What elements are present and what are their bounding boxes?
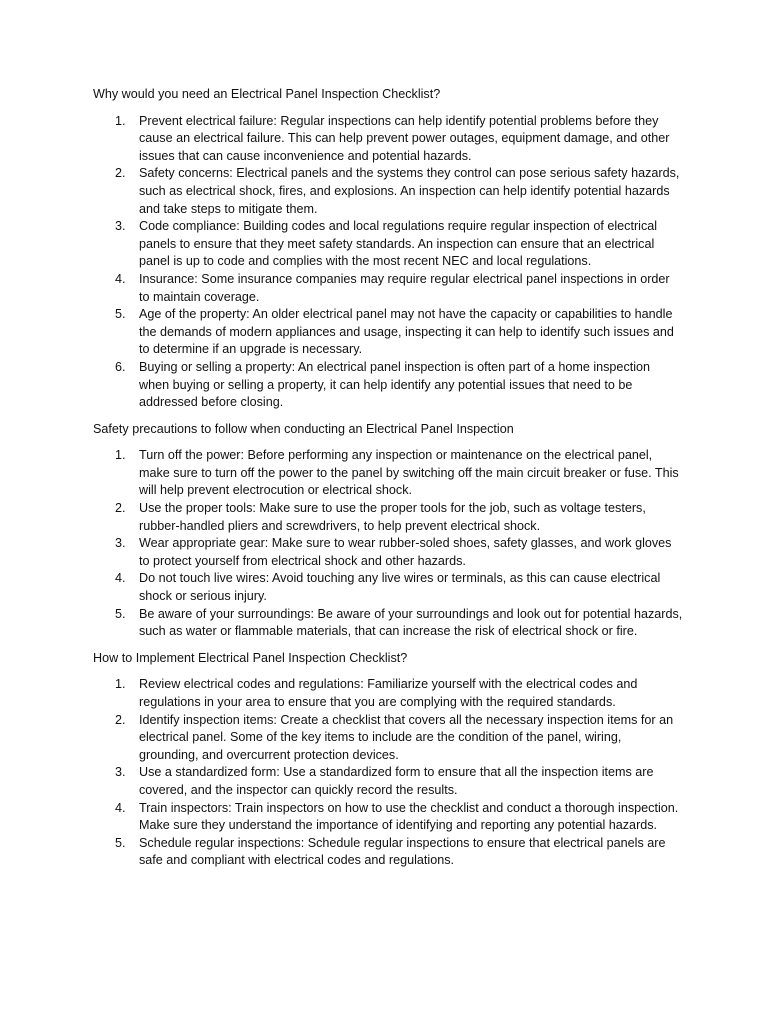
list-item <box>93 570 683 605</box>
numbered-list <box>93 676 683 870</box>
list-item <box>93 218 683 271</box>
section-safety-precautions <box>93 421 683 641</box>
item-text: Use a standardized form: Use a standardized form to ensure that all the inspection items are covered, and the inspector can quickly record the results. <box>139 765 654 797</box>
item-number: 1. <box>115 113 126 128</box>
numbered-list <box>93 447 683 641</box>
item-text: Insurance: Some insurance companies may require regular electrical panel inspections in order to maintain coverage. <box>139 271 670 304</box>
list-item <box>93 835 683 870</box>
item-number: 1. <box>115 677 126 692</box>
list-item <box>93 676 683 711</box>
item-text: Code compliance: Building codes and local regulations require regular inspection of electrical panels to ensure that they meet safety standards. An inspection can ensure that an electrical panel is up to code and complies with the most recent NEC and local regulations. <box>139 219 658 269</box>
item-text: Schedule regular inspections: Schedule regular inspections to ensure that electrical panels are safe and compliant with electrical codes and regulations. <box>139 835 666 868</box>
item-text: Be aware of your surroundings: Be aware of your surroundings and look out for potential hazards, such as water or flammable materials, that can increase the risk of electrical shock or fire. <box>139 606 683 639</box>
item-text: Use the proper tools: Make sure to use the proper tools for the job, such as voltage testers, rubber-handled pliers and screwdrivers, to help prevent electrical shock. <box>139 501 646 533</box>
numbered-list <box>93 113 683 412</box>
item-number: 3. <box>115 536 126 551</box>
item-text: Review electrical codes and regulations: Familiarize yourself with the electrical codes and regulations in your area to ensure that you are complying with the required standards. <box>139 677 638 709</box>
list-item <box>93 606 683 641</box>
item-number: 5. <box>115 606 126 621</box>
list-item <box>93 306 683 359</box>
document-page <box>93 86 683 879</box>
item-text: Wear appropriate gear: Make sure to wear rubber-soled shoes, safety glasses, and work gloves to protect yourself from electrical shock and other hazards. <box>139 536 672 568</box>
item-number: 3. <box>115 219 126 234</box>
list-item <box>93 271 683 306</box>
list-item <box>93 359 683 412</box>
list-item <box>93 447 683 500</box>
list-item <box>93 712 683 765</box>
item-number: 4. <box>115 800 126 815</box>
item-text: Turn off the power: Before performing any inspection or maintenance on the electrical panel, make sure to turn off the power to the panel by switching off the main circuit breaker or fuse. This will help prevent electrocution or electrical shock. <box>139 448 679 498</box>
section-heading: Why would you need an Electrical Panel Inspection Checklist? <box>93 87 441 101</box>
item-number: 6. <box>115 359 126 374</box>
item-number: 2. <box>115 166 126 181</box>
list-item <box>93 535 683 570</box>
item-text: Safety concerns: Electrical panels and the systems they control can pose serious safety hazards, such as electrical shock, fires, and explosions. An inspection can help identify potential hazards and take steps to mitigate them. <box>139 166 680 216</box>
item-number: 3. <box>115 765 126 780</box>
list-item <box>93 165 683 218</box>
item-text: Buying or selling a property: An electrical panel inspection is often part of a home inspection when buying or selling a property, it can help identify any potential issues that need to be addressed before closing. <box>139 359 651 410</box>
item-text: Do not touch live wires: Avoid touching any live wires or terminals, as this can cause electrical shock or serious injury. <box>139 571 661 604</box>
list-item <box>93 113 683 166</box>
item-text: Prevent electrical failure: Regular inspections can help identify potential problems before they cause an electrical failure. This can help prevent power outages, equipment damage, and other issues that can cause inconvenience and potential hazards. <box>139 113 670 163</box>
list-item <box>93 800 683 835</box>
section-heading: How to Implement Electrical Panel Inspection Checklist? <box>93 650 408 665</box>
item-text: Identify inspection items: Create a checklist that covers all the necessary inspection items for an electrical panel. Some of the key items to include are the condition of the panel, wiring, grounding, and overcurrent protection devices. <box>139 712 674 762</box>
item-number: 5. <box>115 835 126 850</box>
item-number: 5. <box>115 307 126 322</box>
item-number: 4. <box>115 271 126 286</box>
item-text: Age of the property: An older electrical panel may not have the capacity or capabilities to handle the demands of modern appliances and usage, inspecting it can help to identify such issues and to determine if an upgrade is necessary. <box>139 307 674 357</box>
section-heading: Safety precautions to follow when conducting an Electrical Panel Inspection <box>93 421 514 436</box>
item-number: 2. <box>115 712 126 727</box>
section-how-to-implement <box>93 650 683 870</box>
section-why-need-checklist <box>93 86 683 412</box>
item-number: 4. <box>115 571 126 586</box>
item-number: 2. <box>115 501 126 516</box>
list-item <box>93 500 683 535</box>
item-text: Train inspectors: Train inspectors on how to use the checklist and conduct a thorough inspection. Make sure they understand the importance of identifying and reporting any potential hazards. <box>139 800 679 833</box>
item-number: 1. <box>115 448 126 463</box>
list-item <box>93 764 683 799</box>
